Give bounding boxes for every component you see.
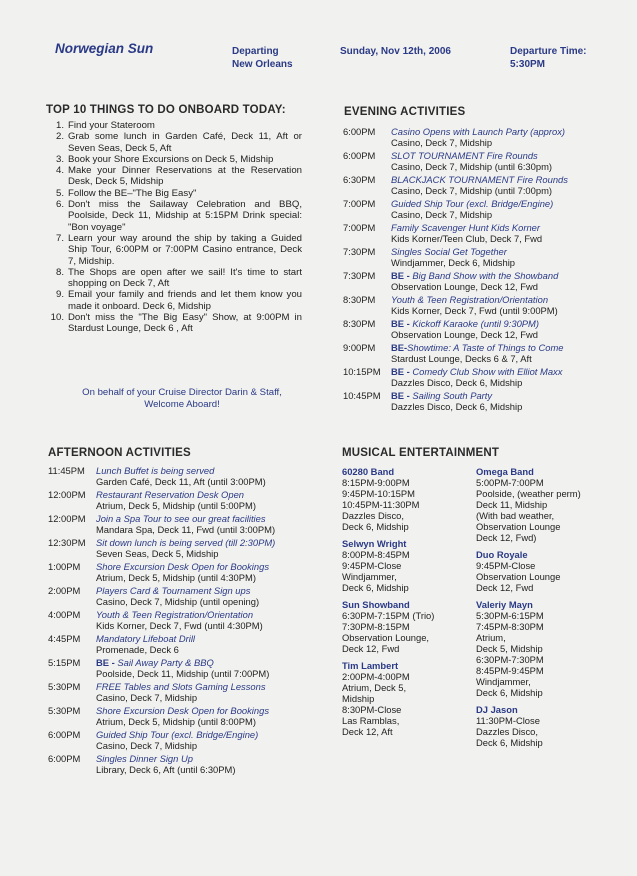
event-name: Youth & Teen Registration/Orientation	[391, 294, 549, 305]
band-schedule-line: 8:00PM-8:45PM	[342, 549, 410, 560]
event-name: Lunch Buffet is being served	[96, 465, 215, 476]
event-name: Sail Away Party & BBQ	[117, 657, 214, 668]
top10-item-number: 7.	[55, 232, 64, 244]
event-name-line	[391, 246, 613, 257]
band-schedule-line: 5:00PM-7:00PM	[476, 477, 544, 488]
event-location: Seven Seas, Deck 5, Midship	[96, 548, 219, 559]
event-name: FREE Tables and Slots Gaming Lessons	[96, 681, 266, 692]
band-name: 60280 Band	[342, 466, 395, 477]
top10-item	[46, 165, 302, 188]
schedule-row	[48, 729, 308, 751]
music-entry	[342, 599, 472, 654]
band-schedule-line: Poolside, (weather perm)	[476, 488, 581, 499]
schedule-row	[343, 174, 613, 196]
band-schedule-line: Atrium, Deck 5,	[342, 682, 407, 693]
band-name: Valeriy Mayn	[476, 599, 533, 610]
event-location: Stardust Lounge, Decks 6 & 7, Aft	[391, 353, 532, 364]
event-location: Garden Café, Deck 11, Aft (until 3:00PM)	[96, 476, 266, 487]
event-name-line	[391, 366, 613, 377]
event-name: BLACKJACK TOURNAMENT Fire Rounds	[391, 174, 568, 185]
event-location: Casino, Deck 7, Midship	[96, 740, 198, 751]
top10-item-number: 5.	[55, 187, 64, 199]
event-name-line	[391, 294, 613, 305]
event-name-line	[391, 150, 613, 161]
top10-item-text: Book your Shore Excursions on Deck 5, Midship	[68, 153, 274, 165]
event-details	[96, 537, 308, 559]
event-name: SLOT TOURNAMENT Fire Rounds	[391, 150, 538, 161]
band-schedule-line: Deck 6, Midship	[476, 687, 543, 698]
schedule-row	[48, 633, 308, 655]
event-details	[391, 318, 613, 340]
event-time: 2:00PM	[48, 585, 81, 596]
top10-item	[46, 312, 302, 335]
top10-title: TOP 10 THINGS TO DO ONBOARD TODAY:	[46, 104, 286, 116]
event-name-line	[96, 585, 308, 596]
event-location: Observation Lounge, Deck 12, Fwd	[391, 329, 538, 340]
event-details	[96, 513, 308, 535]
closing-line-1: On behalf of your Cruise Director Darin & Staff,	[82, 387, 282, 398]
event-name: Shore Excursion Desk Open for Bookings	[96, 561, 270, 572]
band-schedule-line: Deck 11, Midship	[476, 499, 548, 510]
event-details	[96, 561, 308, 583]
departure-time-block	[510, 45, 587, 71]
top10-item-number: 3.	[55, 153, 64, 165]
band-schedule-line: 2:00PM-4:00PM	[342, 671, 410, 682]
event-time: 12:00PM	[48, 513, 86, 524]
schedule-row	[48, 537, 308, 559]
be-tag: BE -	[391, 390, 413, 401]
event-location: Kids Korner/Teen Club, Deck 7, Fwd	[391, 233, 543, 244]
event-name-line	[391, 342, 613, 353]
schedule-row	[343, 222, 613, 244]
band-name: Selwyn Wright	[342, 538, 407, 549]
event-details	[96, 681, 308, 703]
sailing-date: Sunday, Nov 12th, 2006	[340, 46, 451, 57]
event-details	[96, 657, 308, 679]
evening-schedule	[343, 126, 613, 412]
event-details	[391, 222, 613, 244]
event-details	[96, 585, 308, 607]
schedule-row	[48, 465, 308, 487]
band-name: Duo Royale	[476, 549, 528, 560]
schedule-row	[343, 126, 613, 148]
event-time: 4:00PM	[48, 609, 81, 620]
departure-time-label: Departure Time:	[510, 46, 587, 57]
top10-list	[46, 120, 302, 335]
event-name: Comedy Club Show with Elliot Maxx	[412, 366, 563, 377]
event-details	[96, 609, 308, 631]
event-details	[96, 729, 308, 751]
band-schedule-line: Atrium,	[476, 632, 506, 643]
event-name: Shore Excursion Desk Open for Bookings	[96, 705, 270, 716]
band-schedule-line: 6:30PM-7:30PM	[476, 654, 544, 665]
event-time: 1:00PM	[48, 561, 81, 572]
band-schedule-line: 7:30PM-8:15PM	[342, 621, 410, 632]
afternoon-title: AFTERNOON ACTIVITIES	[48, 447, 191, 459]
band-schedule-line: Deck 12, Fwd	[476, 582, 534, 593]
band-schedule-line: Deck 6, Midship	[342, 521, 409, 532]
event-time: 6:00PM	[48, 753, 81, 764]
top10-item-text: Follow the BE–"The Big Easy"	[68, 187, 197, 199]
event-name-line	[96, 465, 308, 476]
top10-item-text: The Shops are open after we sail! It's time to start shopping on Deck 7, Aft	[68, 266, 302, 290]
event-details	[391, 126, 613, 148]
closing-line-2: Welcome Aboard!	[144, 399, 220, 410]
event-name-line	[391, 174, 613, 185]
band-schedule-line: Deck 12, Aft	[342, 726, 393, 737]
event-location: Library, Deck 6, Aft (until 6:30PM)	[96, 764, 236, 775]
music-entry	[342, 538, 472, 593]
event-name-line	[96, 705, 308, 716]
event-time: 10:45PM	[343, 390, 381, 401]
event-name: Guided Ship Tour (excl. Bridge/Engine)	[391, 198, 554, 209]
event-location: Promenade, Deck 6	[96, 644, 179, 655]
event-name: Restaurant Reservation Desk Open	[96, 489, 244, 500]
event-details	[391, 366, 613, 388]
schedule-row	[343, 294, 613, 316]
event-details	[96, 465, 308, 487]
schedule-row	[48, 705, 308, 727]
event-location: Poolside, Deck 11, Midship (until 7:00PM)	[96, 668, 270, 679]
band-schedule-line: 11:30PM-Close	[476, 715, 540, 726]
top10-item-text: Email your family and friends and let them know you made it onboard. Deck 6, Midship	[68, 289, 302, 312]
schedule-row	[343, 342, 613, 364]
schedule-row	[48, 513, 308, 535]
top10-item-text: Don't miss the "The Big Easy" Show, at 9:00PM in Stardust Lounge, Deck 6 , Aft	[68, 312, 302, 335]
event-name-line	[391, 222, 613, 233]
event-name: Guided Ship Tour (excl. Bridge/Engine)	[96, 729, 259, 740]
music-entry	[342, 466, 472, 532]
event-name-line	[96, 561, 308, 572]
event-time: 12:30PM	[48, 537, 86, 548]
band-name: Sun Showband	[342, 599, 410, 610]
schedule-row	[343, 246, 613, 268]
top10-item-text: Find your Stateroom	[68, 120, 155, 131]
band-schedule-line: 8:45PM-9:45PM	[476, 665, 544, 676]
event-name: Sit down lunch is being served (till 2:30PM)	[96, 537, 276, 548]
event-location: Casino, Deck 7, Midship (until opening)	[96, 596, 260, 607]
event-location: Casino, Deck 7, Midship	[391, 137, 493, 148]
event-name-line	[96, 609, 308, 620]
top10-item	[46, 188, 302, 199]
schedule-row	[48, 585, 308, 607]
ship-name: Norwegian Sun	[55, 41, 154, 56]
top10-item	[46, 289, 302, 312]
band-schedule-line: 9:45PM-Close	[476, 560, 536, 571]
event-details	[391, 390, 613, 412]
event-name: Singles Social Get Together	[391, 246, 507, 257]
band-schedule-line: 8:30PM-Close	[342, 704, 402, 715]
top10-item-number: 9.	[55, 289, 64, 301]
event-details	[391, 198, 613, 220]
event-time: 7:30PM	[343, 246, 376, 257]
event-location: Atrium, Deck 5, Midship (until 5:00PM)	[96, 500, 256, 511]
event-details	[391, 150, 613, 172]
event-location: Atrium, Deck 5, Midship (until 8:00PM)	[96, 716, 256, 727]
event-time: 6:30PM	[343, 174, 376, 185]
event-location: Kids Korner, Deck 7, Fwd (until 9:00PM)	[391, 305, 558, 316]
event-details	[96, 489, 308, 511]
band-schedule-line: Deck 12, Fwd)	[476, 532, 537, 543]
event-details	[391, 174, 613, 196]
event-name: Youth & Teen Registration/Orientation	[96, 609, 254, 620]
top10-item	[46, 120, 302, 131]
band-schedule-line: Deck 6, Midship	[342, 582, 409, 593]
band-schedule-line: 9:45PM-Close	[342, 560, 402, 571]
schedule-row	[48, 609, 308, 631]
event-location: Casino, Deck 7, Midship	[96, 692, 198, 703]
be-tag: BE-	[391, 342, 408, 353]
event-location: Mandara Spa, Deck 11, Fwd (until 3:00PM)	[96, 524, 276, 535]
schedule-row	[48, 753, 308, 775]
band-schedule-line: (With bad weather,	[476, 510, 555, 521]
event-time: 9:00PM	[343, 342, 376, 353]
top10-item-text: Don't miss the Sailaway Celebration and BBQ, Poolside, Deck 11, Midship at 5:15PM Drink special: "Bon voyage"	[68, 199, 302, 233]
event-name-line	[96, 537, 308, 548]
music-left-column	[342, 464, 472, 743]
departing-city: New Orleans	[232, 59, 293, 70]
band-schedule-line: 8:15PM-9:00PM	[342, 477, 410, 488]
be-tag: BE -	[391, 270, 413, 281]
evening-title: EVENING ACTIVITIES	[344, 106, 466, 118]
event-details	[391, 270, 613, 292]
event-name: Players Card & Tournament Sign ups	[96, 585, 251, 596]
event-time: 11:45PM	[48, 465, 85, 476]
schedule-row	[48, 561, 308, 583]
be-tag: BE -	[391, 318, 413, 329]
band-schedule-line: Dazzles Disco,	[476, 726, 538, 737]
event-name-line	[391, 198, 613, 209]
music-entry	[476, 466, 621, 543]
event-details	[96, 753, 308, 775]
event-time: 5:15PM	[48, 657, 81, 668]
event-location: Windjammer, Deck 6, Midship	[391, 257, 515, 268]
band-schedule-line: Windjammer,	[342, 571, 397, 582]
top10-item	[46, 199, 302, 233]
event-time: 6:00PM	[48, 729, 81, 740]
schedule-row	[343, 150, 613, 172]
event-time: 5:30PM	[48, 681, 81, 692]
top10-item-number: 6.	[55, 199, 64, 211]
event-details	[391, 342, 613, 364]
event-name-line	[96, 513, 308, 524]
music-entry	[476, 704, 621, 748]
band-schedule-line: Las Ramblas,	[342, 715, 400, 726]
top10-item-number: 8.	[55, 266, 64, 278]
top10-item	[46, 233, 302, 267]
schedule-row	[48, 489, 308, 511]
event-time: 5:30PM	[48, 705, 81, 716]
band-schedule-line: Dazzles Disco,	[342, 510, 404, 521]
event-name-line	[391, 126, 613, 137]
schedule-row	[343, 270, 613, 292]
event-name-line	[391, 390, 613, 401]
schedule-row	[343, 318, 613, 340]
band-schedule-line: Midship	[342, 693, 375, 704]
event-location: Dazzles Disco, Deck 6, Midship	[391, 401, 523, 412]
event-location: Casino, Deck 7, Midship (until 7:00pm)	[391, 185, 553, 196]
event-time: 10:15PM	[343, 366, 381, 377]
event-time: 4:45PM	[48, 633, 81, 644]
event-location: Atrium, Deck 5, Midship (until 4:30PM)	[96, 572, 256, 583]
event-time: 6:00PM	[343, 150, 376, 161]
departure-time: 5:30PM	[510, 59, 546, 70]
band-name: DJ Jason	[476, 704, 518, 715]
band-schedule-line: Windjammer,	[476, 676, 531, 687]
band-schedule-line: Deck 6, Midship	[476, 737, 543, 748]
event-details	[391, 246, 613, 268]
event-name-line	[96, 681, 308, 692]
top10-item-number: 2.	[55, 131, 64, 143]
event-name: Big Band Show with the Showband	[412, 270, 559, 281]
schedule-row	[48, 657, 308, 679]
band-schedule-line: 9:45PM-10:15PM	[342, 488, 415, 499]
closing-message	[46, 387, 318, 411]
departing-block	[232, 45, 293, 71]
event-name-line	[96, 633, 308, 644]
music-entry	[342, 660, 472, 737]
band-schedule-line: Deck 12, Fwd	[342, 643, 400, 654]
event-name: Mandatory Lifeboat Drill	[96, 633, 196, 644]
band-name: Omega Band	[476, 466, 534, 477]
band-name: Tim Lambert	[342, 660, 399, 671]
event-time: 8:30PM	[343, 294, 376, 305]
event-details	[96, 633, 308, 655]
event-name-line	[96, 729, 308, 740]
event-location: Kids Korner, Deck 7, Fwd (until 4:30PM)	[96, 620, 263, 631]
schedule-row	[48, 681, 308, 703]
music-entry	[476, 549, 621, 593]
event-name: Sailing South Party	[412, 390, 493, 401]
event-name: Join a Spa Tour to see our great facilities	[96, 513, 266, 524]
top10-item-number: 4.	[55, 165, 64, 177]
band-schedule-line: 10:45PM-11:30PM	[342, 499, 420, 510]
event-time: 6:00PM	[343, 126, 376, 137]
event-time: 8:30PM	[343, 318, 376, 329]
event-name-line	[96, 489, 308, 500]
top10-item	[46, 267, 302, 290]
afternoon-schedule	[48, 465, 308, 775]
event-name: Showtime: A Taste of Things to Come	[407, 342, 564, 353]
event-details	[96, 705, 308, 727]
event-location: Casino, Deck 7, Midship	[391, 209, 493, 220]
band-schedule-line: Deck 5, Midship	[476, 643, 543, 654]
event-name: Casino Opens with Launch Party (approx)	[391, 126, 566, 137]
music-entry	[476, 599, 621, 698]
band-schedule-line: Observation Lounge,	[342, 632, 430, 643]
event-time: 7:00PM	[343, 222, 376, 233]
top10-item-number: 1.	[55, 120, 64, 131]
band-schedule-line: 6:30PM-7:15PM (Trio)	[342, 610, 435, 621]
music-title: MUSICAL ENTERTAINMENT	[342, 447, 500, 459]
music-right-column	[476, 464, 621, 754]
schedule-row	[343, 198, 613, 220]
event-name-line	[391, 270, 613, 281]
top10-item-text: Learn your way around the ship by taking a Guided Ship Tour, 6:00PM or 7:00PM Casino entrance, Deck 7, Midship.	[68, 232, 302, 267]
event-location: Dazzles Disco, Deck 6, Midship	[391, 377, 523, 388]
band-schedule-line: Observation Lounge	[476, 521, 561, 532]
top10-item	[46, 131, 302, 154]
band-schedule-line: 5:30PM-6:15PM	[476, 610, 544, 621]
event-location: Observation Lounge, Deck 12, Fwd	[391, 281, 538, 292]
event-time: 7:30PM	[343, 270, 376, 281]
schedule-row	[343, 366, 613, 388]
band-schedule-line: 7:45PM-8:30PM	[476, 621, 544, 632]
band-schedule-line: Observation Lounge	[476, 571, 561, 582]
event-details	[391, 294, 613, 316]
be-tag: BE -	[96, 657, 118, 668]
event-name-line	[96, 753, 308, 764]
event-name-line	[96, 657, 308, 668]
top10-item-text: Make your Dinner Reservations at the Reservation Desk, Deck 5, Midship	[68, 165, 302, 188]
event-name: Singles Dinner Sign Up	[96, 753, 193, 764]
event-time: 12:00PM	[48, 489, 86, 500]
event-location: Casino, Deck 7, Midship (until 6:30pm)	[391, 161, 553, 172]
event-name-line	[391, 318, 613, 329]
event-time: 7:00PM	[343, 198, 376, 209]
top10-item-text: Grab some lunch in Garden Café, Deck 11, Aft or Seven Seas, Deck 5, Aft	[68, 131, 302, 154]
event-name: Kickoff Karaoke (until 9:30PM)	[412, 318, 539, 329]
event-name: Family Scavenger Hunt Kids Korner	[391, 222, 541, 233]
top10-item-number: 10.	[50, 312, 64, 324]
departing-label: Departing	[232, 46, 279, 57]
schedule-row	[343, 390, 613, 412]
top10-item	[46, 154, 302, 165]
be-tag: BE -	[391, 366, 413, 377]
